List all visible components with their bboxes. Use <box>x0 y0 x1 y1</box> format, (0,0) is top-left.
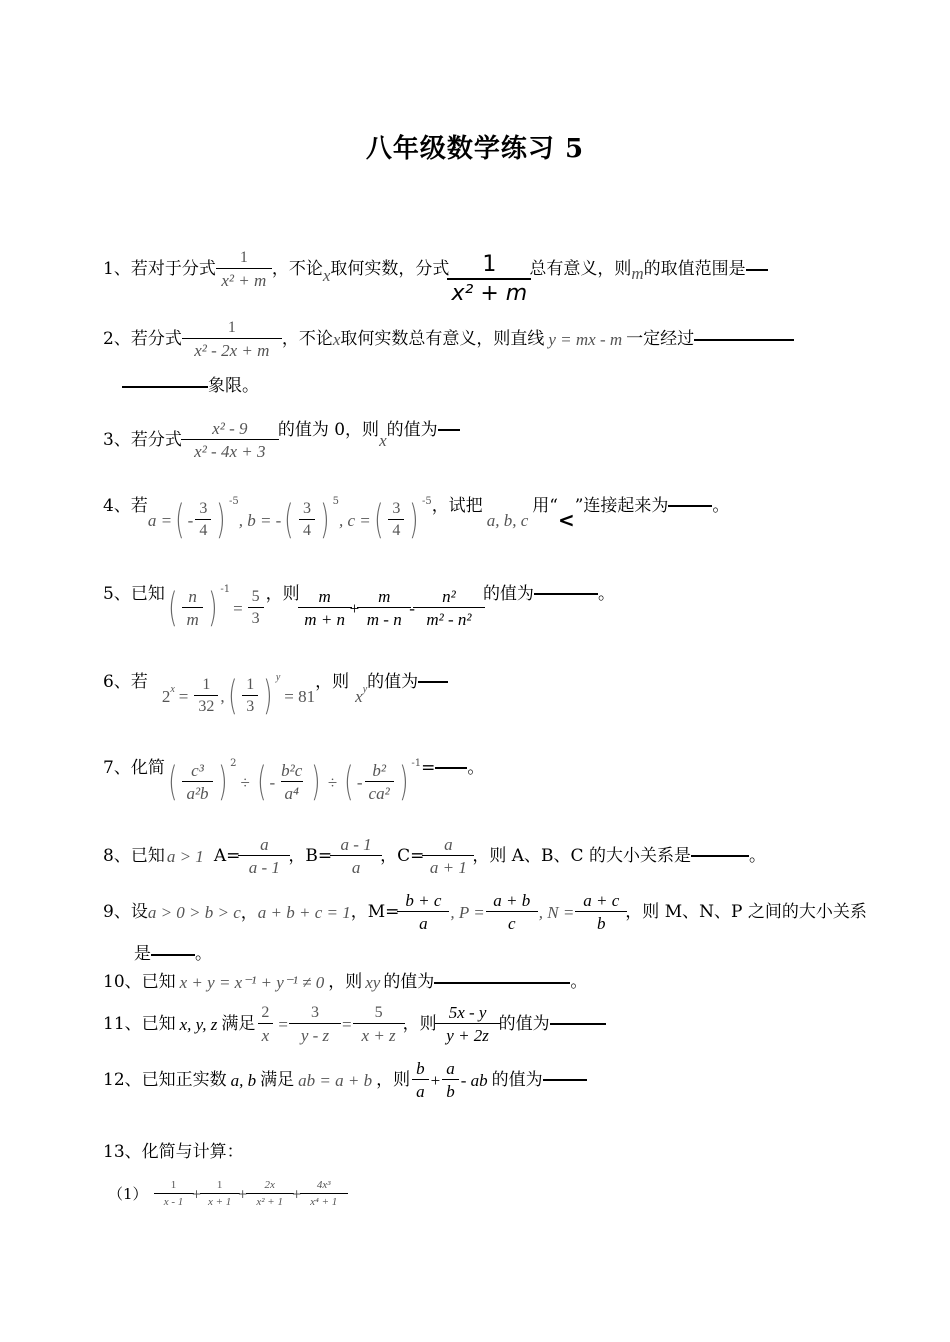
q7-answer-blank[interactable] <box>435 767 467 769</box>
question-9-cont: 是 。 <box>134 944 212 964</box>
q1-big-fraction: $\frac{1}{\text{x² + m}}$ <box>451 254 527 305</box>
q9-answer-blank[interactable] <box>151 954 195 956</box>
q8-answer-blank[interactable] <box>691 855 749 857</box>
q12-answer-blank[interactable] <box>543 1079 587 1081</box>
question-2-cont: 象限。 <box>122 378 259 395</box>
page-title: 八年级数学练习 5 <box>365 134 585 164</box>
q5-answer-blank[interactable] <box>534 593 598 595</box>
question-2: 2、若分式 $\frac{1}{\text{x² - 2x + m}}$ ，不论 x 取何实数总有意义，则直线 y = mx - m 一定经过 <box>103 320 794 359</box>
question-8: 8、已知 a > 1 A= $\frac{a}{a - 1}$ ，B= $\frac{a - 1}{a}$ ，C= $\frac{a}{a + 1}$ ，则 A、B、C 的大小关系是 。 <box>103 835 766 877</box>
question-6: 6、若 2 x = $\frac{1}{32}$ , ( $\frac{1}{3}$ ) y = 81 ，则 x y 的值为 <box>103 676 448 716</box>
q1-answer-blank[interactable] <box>746 269 768 271</box>
question-12: 12、已知正实数 a, b 满足 ab = a + b ，则 $\frac{b}{a}$ + $\frac{a}{b}$ - ab 的值为 <box>103 1060 587 1100</box>
q2-fraction: $\frac{1}{\text{x² - 2x + m}}$ <box>184 320 280 359</box>
q4-answer-blank[interactable] <box>668 505 712 507</box>
question-7: 7、化简 ( $\frac{\text{c³}}{\text{a²b}}$ ) 2 ÷ ( - $\frac{\text{b²c}}{\text{a⁴}}$ ) ÷ ( - $\frac{\text{b²}}{\text{ca²}}$ ) -1 = 。 <box>103 757 485 805</box>
question-4: 4、若 a = ( - $\frac{3}{4}$ ) -5 , b = - ( $\frac{3}{4}$ ) 5 , c = ( $\frac{3}{4}$ ) -5 ，试把 a, b, c 用“ < ”连接起来为 。 <box>103 495 730 543</box>
question-9: 9、设 a > 0 > b > c ， a + b + c = 1 ，M= $\frac{b + c}{a}$ , P = $\frac{a + b}{c}$ , N = $\frac{a + c}{b}$ ，则 M、N、P 之间的大小关系 <box>103 891 867 933</box>
question-3: 3、若分式 $\frac{\text{x² - 9}}{\text{x² - 4x + 3}}$ 的值为 0，则 x 的值为 <box>103 420 460 460</box>
q6-answer-blank[interactable] <box>418 681 448 683</box>
question-11: 11、已知 x, y, z 满足 $\frac{2}{x}$ = $\frac{3}{y - z}$ = $\frac{5}{x + z}$ ，则 $\frac{5x - y}{y + 2z}$ 的值为 <box>103 1004 606 1044</box>
q3-fraction: $\frac{\text{x² - 9}}{\text{x² - 4x + 3}}$ <box>184 420 276 460</box>
question-13-1: （1） $\frac{1}{x - 1}$ + $\frac{1}{x + 1}$ + $\frac{2x}{\text{x² + 1}}$ + $\frac{\text{4x³}}{\text{x⁴ + 1}}$ <box>108 1180 346 1208</box>
q2-answer-blank-2[interactable] <box>122 386 208 388</box>
question-1: 1、若对于分式 $\frac{1}{\text{x² + m}}$ ，不论 x 取何实数，分式 $\frac{1}{\text{x² + m}}$ 总有意义，则 m 的取值范围是 <box>103 244 768 295</box>
q1-label: 1、若对于分式 <box>103 259 216 279</box>
q11-answer-blank[interactable] <box>550 1023 606 1025</box>
question-5: 5、已知 ( $\frac{n}{m}$ ) -1 = $\frac{5}{3}$ ，则 $\frac{m}{m + n}$ + $\frac{m}{m - n}$ - $\frac{\text{n²}}{\text{m² - n²}}$ 的值为 。 <box>103 583 615 631</box>
question-10: 10、已知 x + y = x⁻¹ + y⁻¹ ≠ 0 ，则 xy 的值为 。 <box>103 972 588 992</box>
q2-answer-blank-1[interactable] <box>694 339 794 341</box>
question-13: 13、化简与计算： <box>103 1142 244 1162</box>
q3-answer-blank[interactable] <box>438 429 460 431</box>
q10-answer-blank[interactable] <box>434 982 570 984</box>
q1-fraction: $\frac{1}{\text{x² + m}}$ <box>218 250 270 289</box>
